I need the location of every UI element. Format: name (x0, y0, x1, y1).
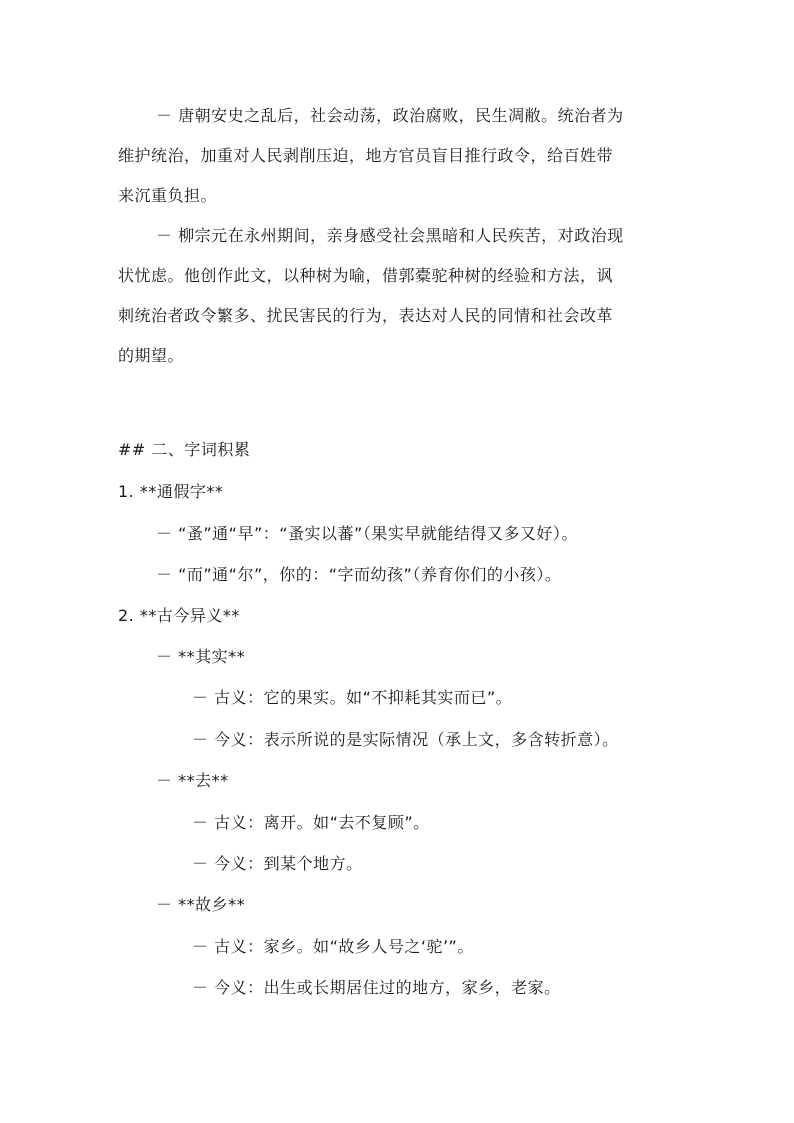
text-line: 维护统治，加重对人民剥削压迫，地方官员盲目推行政令，给百姓带 (118, 146, 614, 165)
word-modern-meaning: － 今义：到某个地方。 (192, 854, 363, 873)
word-term: － **其实** (156, 647, 246, 666)
list-item: － “而”通“尔”，你的：“字而幼孩”（养育你们的小孩）。 (156, 565, 562, 584)
background-paragraph-2 (118, 216, 688, 376)
text-line: 刺统治者政令繁多、扰民害民的行为，表达对人民的同情和社会改革 (118, 306, 614, 325)
item-label-tongjiazi: 1. **通假字** (118, 482, 224, 501)
text-line: 来沉重负担。 (118, 186, 218, 205)
text-line: 状忧虑。他创作此文，以种树为喻，借郭橐驼种树的经验和方法，讽 (118, 266, 614, 285)
text-line: 的期望。 (118, 346, 185, 365)
section-heading: ## 二、字词积累 (118, 440, 251, 459)
item-label-gujinyiyi: 2. **古今异义** (118, 606, 240, 625)
word-ancient-meaning: － 古义：家乡。如“故乡人号之‘驼’”。 (192, 937, 474, 956)
word-modern-meaning: － 今义：出生或长期居住过的地方，家乡，老家。 (192, 978, 561, 997)
word-term: － **去** (156, 771, 229, 790)
background-paragraph-1 (118, 96, 688, 216)
text-line: － 柳宗元在永州期间，亲身感受社会黑暗和人民疾苦，对政治现 (156, 226, 624, 245)
word-modern-meaning: － 今义：表示所说的是实际情况（承上文，多含转折意）。 (192, 730, 619, 749)
word-ancient-meaning: － 古义：它的果实。如“不抑耗其实而已”。 (192, 688, 513, 707)
list-item: － “蚤”通“早”：“蚤实以蕃”（果实早就能结得又多又好）。 (156, 524, 578, 543)
text-line: － 唐朝安史之乱后，社会动荡，政治腐败，民生凋敝。统治者为 (156, 106, 624, 125)
word-term: － **故乡** (156, 895, 246, 914)
word-ancient-meaning: － 古义：离开。如“去不复顾”。 (192, 813, 430, 832)
